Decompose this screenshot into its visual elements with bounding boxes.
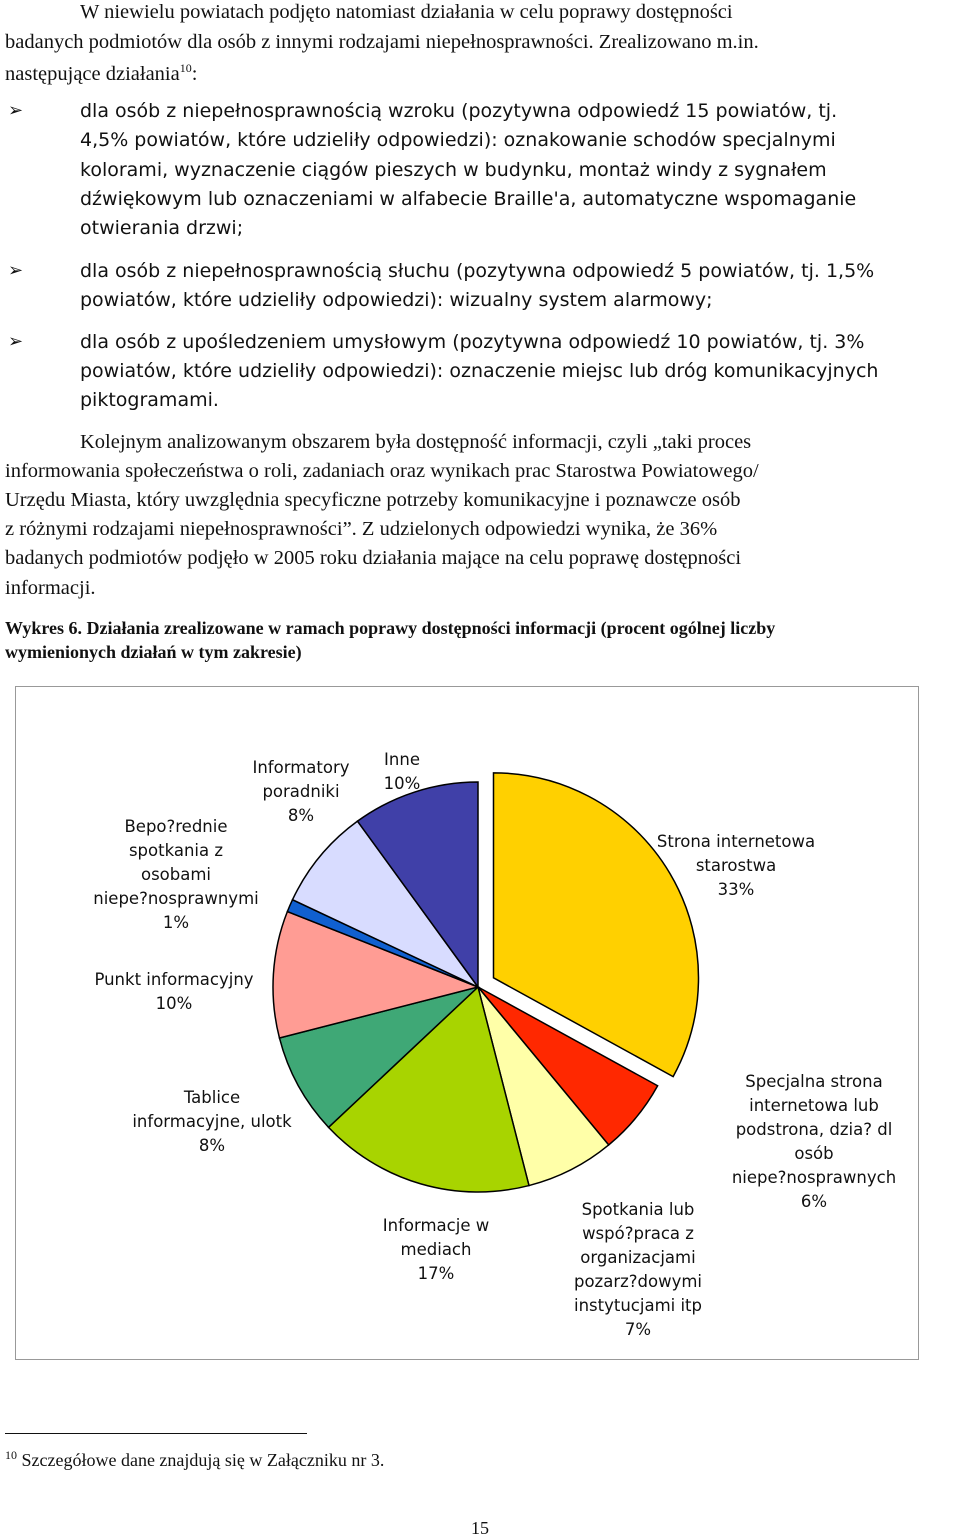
- bullet-2-line-2: powiatów, które udzieliły odpowiedzi): wizualny system alarmowy;: [80, 289, 713, 311]
- figure-caption-line-1: Wykres 6. Działania zrealizowane w ramach poprawy dostępności informacji (procent ogólnej liczby: [5, 618, 776, 638]
- bullet-1-line-1: dla osób z niepełnosprawnością wzroku (pozytywna odpowiedź 15 powiatów, tj.: [80, 100, 838, 122]
- bullet-2-line-1: dla osób z niepełnosprawnością słuchu (pozytywna odpowiedź 5 powiatów, tj. 1,5%: [80, 260, 875, 282]
- footnote-rule: [5, 1433, 307, 1434]
- bullet-1-line-3: kolorami, wyznaczenie ciągów pieszych w budynku, montaż windy z sygnałem: [80, 159, 827, 181]
- pie-chart: [16, 687, 920, 1361]
- slice-label: Strona internetowa starostwa 33%: [656, 832, 816, 899]
- slice-label: Bepo?rednie spotkania z osobami niepe?nosprawnymi 1%: [93, 817, 259, 932]
- slice-label: Spotkania lub wspó?praca z organizacjami pozarz?dowymi instytucjami itp 7%: [573, 1200, 703, 1339]
- footnote: $^{10}$ Szczegółowe dane znajdują się w Załączniku nr 3.: [5, 1448, 385, 1470]
- bullet-3-line-3: piktogramami.: [80, 389, 219, 411]
- bullet-1-line-5: otwierania drzwi;: [80, 217, 244, 239]
- bullet-1-line-4: dźwiękowym lub oznaczeniami w alfabecie Braille'a, automatyczne wspomaganie: [80, 188, 857, 210]
- slice-label: Tablice informacyjne, ulotk 8%: [132, 1088, 292, 1155]
- intro-line-2: badanych podmiotów dla osób z innymi rodzajami niepełnosprawności. Zrealizowano m.in.: [5, 31, 759, 53]
- slice-label: Inne 10%: [383, 750, 421, 793]
- slice-label: Informatory poradniki 8%: [252, 758, 350, 825]
- bullet-1-line-2: 4,5% powiatów, które udzieliły odpowiedzi): oznakowanie schodów specjalnymi: [80, 129, 836, 151]
- para2-line-6: informacji.: [5, 577, 96, 599]
- slice-label: Punkt informacyjny 10%: [94, 970, 254, 1013]
- bullet-3-line-2: powiatów, które udzieliły odpowiedzi): oznaczenie miejsc lub dróg komunikacyjnych: [80, 360, 879, 382]
- arrow-bullet-icon: ➢: [8, 260, 24, 281]
- arrow-bullet-icon: ➢: [8, 331, 24, 352]
- intro-line-3: następujące działania$^{10}$:: [5, 61, 198, 85]
- para2-line-2: informowania społeczeństwa o roli, zadaniach oraz wynikach prac Starostwa Powiatowego/: [5, 460, 759, 482]
- para2-line-4: z różnymi rodzajami niepełnosprawności”. Z udzielonych odpowiedzi wynika, że 36%: [5, 518, 718, 540]
- bullet-3-line-1: dla osób z upośledzeniem umysłowym (pozytywna odpowiedź 10 powiatów, tj. 3%: [80, 331, 865, 353]
- slice-label: Specjalna strona internetowa lub podstrona, dzia? dl osób niepe?nosprawnych 6%: [731, 1072, 897, 1211]
- slice-label: Informacje w mediach 17%: [382, 1216, 490, 1283]
- para2-line-3: Urzędu Miasta, który uwzględnia specyficzne potrzeby komunikacyjne i poznawcze osób: [5, 489, 741, 511]
- para2-line-5: badanych podmiotów podjęło w 2005 roku działania mające na celu poprawę dostępności: [5, 547, 742, 569]
- page-number: 15: [471, 1518, 489, 1538]
- pie-chart-frame: [15, 686, 919, 1360]
- figure-caption-line-2: wymienionych działań w tym zakresie): [5, 642, 302, 662]
- arrow-bullet-icon: ➢: [8, 100, 24, 121]
- intro-line-1: W niewielu powiatach podjęto natomiast działania w celu poprawy dostępności: [80, 1, 733, 23]
- para2-line-1: Kolejnym analizowanym obszarem była dostępność informacji, czyli „taki proces: [80, 431, 752, 453]
